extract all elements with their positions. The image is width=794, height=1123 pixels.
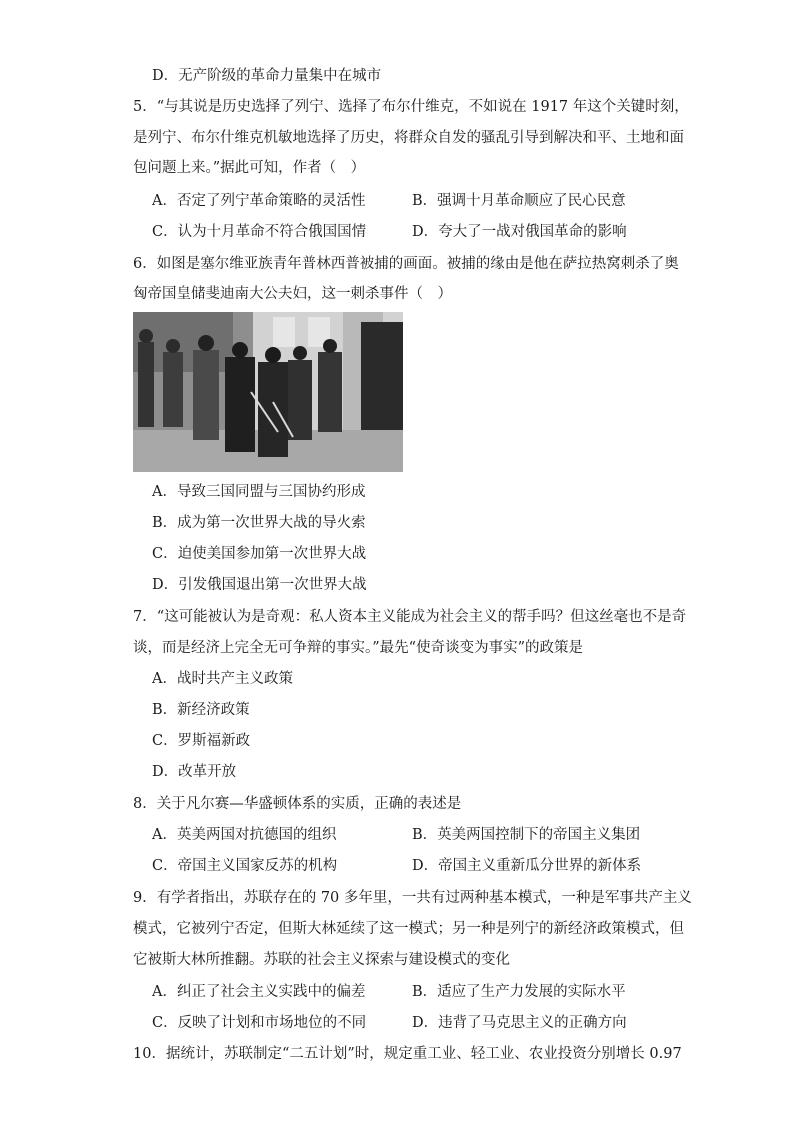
q6-stem-line-1: 6．如图是塞尔维亚族青年普林西普被捕的画面。被捕的缘由是他在萨拉热窝刺杀了奥: [133, 256, 679, 272]
q5-option-a: A．否定了列宁革命策略的灵活性: [152, 193, 366, 209]
arrest-photo: [133, 312, 403, 472]
q6-option-a: A．导致三国同盟与三国协约形成: [152, 484, 366, 500]
q9-option-a: A．纠正了社会主义实践中的偏差: [152, 984, 366, 1000]
q7-stem-line-2: 谈，而是经济上完全无可争辩的事实。”最先“使奇谈变为事实”的政策是: [133, 640, 583, 656]
q8-option-a: A．英美两国对抗德国的组织: [152, 827, 337, 843]
q9-stem-line-3: 它被斯大林所推翻。苏联的社会主义探索与建设模式的变化: [133, 952, 510, 968]
q5-option-d: D．夸大了一战对俄国革命的影响: [412, 224, 627, 240]
q9-option-b: B．适应了生产力发展的实际水平: [412, 984, 626, 1000]
q5-option-b: B．强调十月革命顺应了民心民意: [412, 193, 626, 209]
q7-option-b: B．新经济政策: [152, 702, 250, 718]
q6-option-c: C．迫使美国参加第一次世界大战: [152, 546, 367, 562]
q7-option-a: A．战时共产主义政策: [152, 671, 293, 687]
q4-option-d: D．无产阶级的革命力量集中在城市: [152, 68, 382, 84]
q6-stem-line-2: 匈帝国皇储斐迪南大公夫妇，这一刺杀事件（ ）: [133, 286, 452, 302]
q6-option-d: D．引发俄国退出第一次世界大战: [152, 577, 367, 593]
q9-option-c: C．反映了计划和市场地位的不同: [152, 1015, 367, 1031]
q10-stem-line-1: 10．据统计，苏联制定“二五计划”时，规定重工业、轻工业、农业投资分别增长 0.97: [133, 1046, 682, 1062]
arrest-photo-illustration: [133, 312, 403, 472]
q7-stem-line-1: 7．“这可能被认为是奇观：私人资本主义能成为社会主义的帮手吗？但这丝毫也不是奇: [133, 609, 687, 625]
q8-option-c: C．帝国主义国家反苏的机构: [152, 858, 338, 874]
q9-stem-line-1: 9．有学者指出，苏联存在的 70 多年里，一共有过两种基本模式，一种是军事共产主义: [133, 890, 692, 906]
q7-option-d: D．改革开放: [152, 764, 237, 780]
q7-option-c: C．罗斯福新政: [152, 733, 251, 749]
q9-option-d: D．违背了马克思主义的正确方向: [412, 1015, 627, 1031]
q5-stem-line-3: 包问题上来。”据此可知，作者（ ）: [133, 160, 366, 176]
q9-stem-line-2: 模式，它被列宁否定，但斯大林延续了这一模式；另一种是列宁的新经济政策模式，但: [133, 921, 684, 937]
q8-option-d: D．帝国主义重新瓜分世界的新体系: [412, 858, 642, 874]
q5-stem-line-2: 是列宁、布尔什维克机敏地选择了历史，将群众自发的骚乱引导到解决和平、土地和面: [133, 130, 684, 146]
q6-option-b: B．成为第一次世界大战的导火索: [152, 515, 366, 531]
q8-stem-line-1: 8．关于凡尔赛—华盛顿体系的实质，正确的表述是: [133, 796, 462, 812]
q5-stem-line-1: 5．“与其说是历史选择了列宁、选择了布尔什维克，不如说在 1917 年这个关键时刻，: [133, 99, 689, 115]
q8-option-b: B．英美两国控制下的帝国主义集团: [412, 827, 641, 843]
q5-option-c: C．认为十月革命不符合俄国国情: [152, 224, 367, 240]
